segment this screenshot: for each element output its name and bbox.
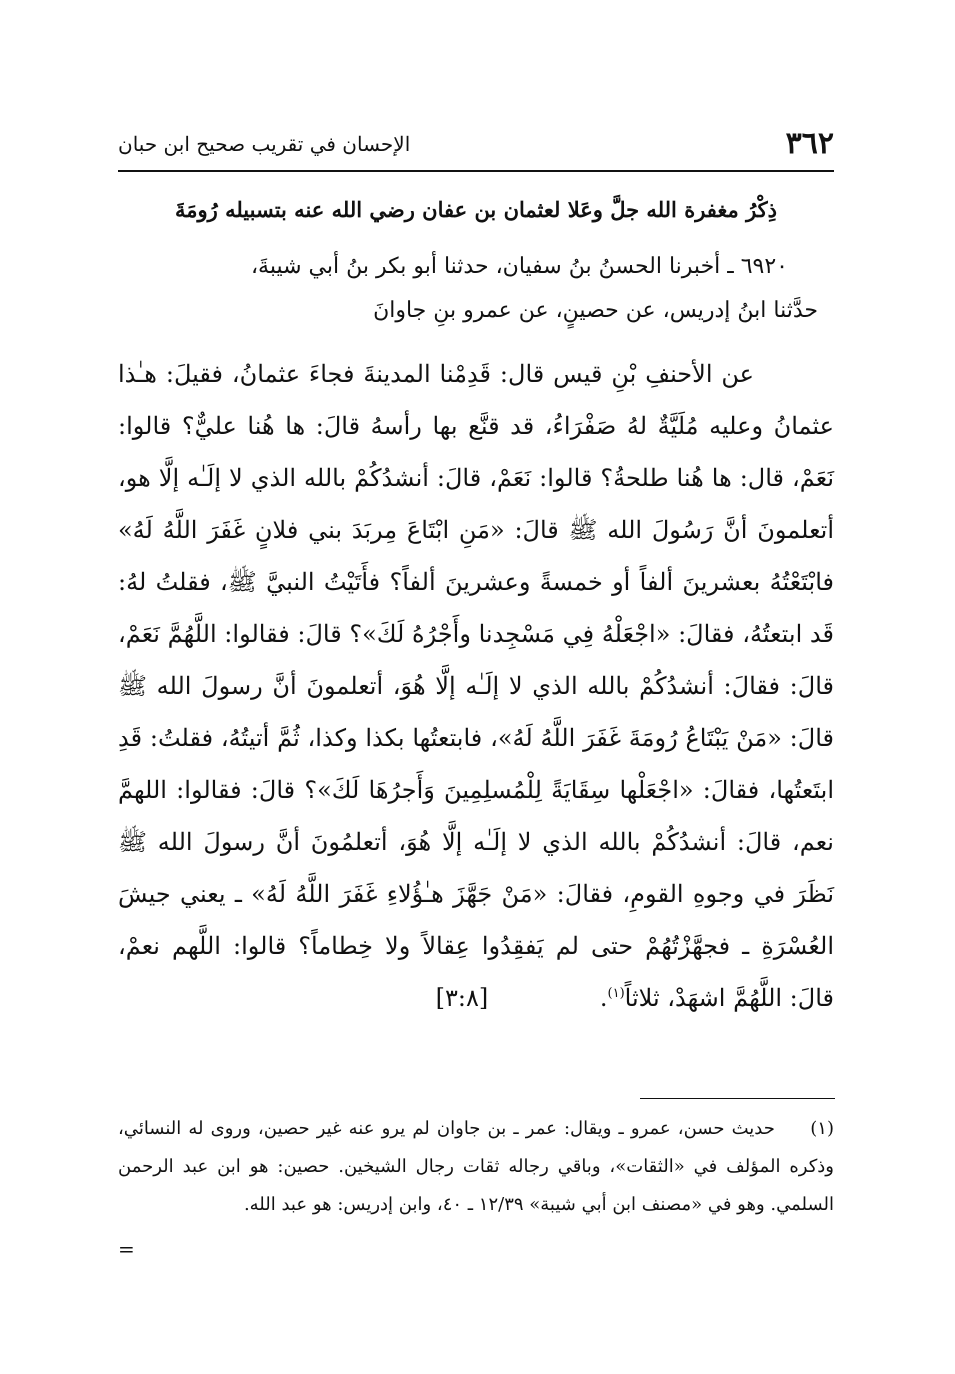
continuation-mark: = — [118, 1237, 135, 1261]
chapter-heading: ذِكْرُ مغفرة الله جلَّ وعَلا لعثمان بن عفان رضي الله عنه بتسبيله رُومَةَ — [174, 197, 778, 222]
isnad-text-1: أخبرنا الحسنُ بنُ سفيان، حدثنا أبو بكر بنُ أبي شيبةَ، — [250, 254, 721, 279]
matn-paragraph: عن الأحنفِ بْنِ قيس قال: قَدِمْنا المدينةَ فجاءَ عثمانُ، فقيلَ: هـٰذا عثمانُ وعليه مُلَيَّةٌ لهُ صَفْرَاءُ، قد قنَّع بها رأسهُ قالَ: ها هُنا عليٌّ؟ قالوا: نَعَمْ، قال: ها هُنا طلحةُ؟ قالوا: نَعَمْ، قالَ: أنشدُكُمْ بالله الذي لا إلَـٰه إلَّا هو، أتعلمونَ أنَّ رَسُولَ الله ﷺ قالَ: «مَنِ ابْتَاعَ مِربَدَ بني فلانٍ غَفَرَ اللَّهُ لَهُ» فابْتَعْتُهُ بعشرينَ ألفاً أو خمسةً وعشرينَ ألفاً؟ فأَتَيْتُ النبيَّ ﷺ، فقلتُ لهُ: قَد ابتعتُهُ، فقالَ: «اجْعَلْهُ فِي مَسْجِدنا وأَجْرُهُ لَكَ»؟ قالَ: فقالوا: اللَّهُمَّ نَعَمْ، قالَ: فقالَ: أنشدُكُمْ بالله الذي لا إلَـٰه إلَّا هُوَ، أتعلمونَ أنَّ رسولَ الله ﷺ قالَ: «مَنْ يَبْتَاعُ رُومَةَ غَفَرَ اللَّهُ لَهُ»، فابتعتُها بكذا وكذا، ثُمَّ أتيتُهُ، فقلتُ: قَدِ ابتَعتُها، فقالَ: «اجْعَلْها سِقَايَةً لِلْمُسلِمِينَ وَأَجرُهَا لَكَ»؟ قالَ: فقالوا: اللهمَّ نعم، قالَ: أنشدُكُمْ بالله الذي لا إلَـٰه إلَّا هُوَ، أتعلمُونَ أنَّ رسولَ الله ﷺ نَظَرَ في وجوهِ القومِ، فقالَ: «مَنْ جَهَّزَ هـٰؤُلاءِ غَفَرَ اللَّهُ لَهُ» ـ يعني جيشَ العُسْرَةِ ـ فجهَّزْتُهُمْ حتى لم يَفقِدُوا عِقالاً ولا خِطاماً؟ قالوا: اللَّهم نعمْ، قالَ: اللَّهُمَّ اشهَدْ، ثلاثاً$^{(١)}$. [٣:٨] — [118, 348, 834, 1024]
footnote-rule — [640, 1098, 835, 1099]
footnote-text: حديث حسن، عمرو ـ ويقال: عمر ـ بن جاوان لم يرو عنه غير حصين، وروى له النسائي، وذكره المؤلف في «الثقات»، وباقي رجاله ثقات رجال الشيخين. حصين: هو ابن عبد الرحمن السلمي. وهو في «مصنف ابن أبي شيبة» ١٢/٣٩ ـ ٤٠، وابن إدريس: هو عبد الله. — [118, 1118, 834, 1215]
header-rule — [118, 170, 834, 172]
hadith-number: ٦٩٢٠ — [740, 254, 788, 279]
footnote-1 — [118, 1110, 834, 1224]
running-title: الإحسان في تقريب صحيح ابن حبان — [118, 132, 411, 156]
hadith-isnad — [118, 245, 818, 333]
matn-text: عن الأحنفِ بْنِ قيس قال: قَدِمْنا المدينةَ فجاءَ عثمانُ، فقيلَ: هـٰذا عثمانُ وعليه مُلَيَّةٌ لهُ صَفْرَاءُ، قد قنَّع بها رأسهُ قالَ: ها هُنا عليٌّ؟ قالوا: نَعَمْ، قال: ها هُنا طلحةُ؟ قالوا: نَعَمْ، قالَ: أنشدُكُمْ بالله الذي لا إلَـٰه إلَّا هو، أتعلمونَ أنَّ رَسُولَ الله ﷺ قالَ: «مَنِ ابْتَاعَ مِربَدَ بني فلانٍ غَفَرَ اللَّهُ لَهُ» فابْتَعْتُهُ بعشرينَ ألفاً أو خمسةً وعشرينَ ألفاً؟ فأَتَيْتُ النبيَّ ﷺ، فقلتُ لهُ: قَد ابتعتُهُ، فقالَ: «اجْعَلْهُ فِي مَسْجِدنا وأَجْرُهُ لَكَ»؟ قالَ: فقالوا: اللَّهُمَّ نَعَمْ، قالَ: فقالَ: أنشدُكُمْ بالله الذي لا إلَـٰه إلَّا هُوَ، أتعلمونَ أنَّ رسولَ الله ﷺ قالَ: «مَنْ يَبْتَاعُ رُومَةَ غَفَرَ اللَّهُ لَهُ»، فابتعتُها بكذا وكذا، ثُمَّ أتيتُهُ، فقلتُ: قَدِ ابتَعتُها، فقالَ: «اجْعَلْها سِقَايَةً لِلْمُسلِمِينَ وَأَجرُهَا لَكَ»؟ قالَ: فقالوا: اللهمَّ نعم، قالَ: أنشدُكُمْ بالله الذي لا إلَـٰه إلَّا هُوَ، أتعلمُونَ أنَّ رسولَ الله ﷺ نَظَرَ في وجوهِ القومِ، فقالَ: «مَنْ جَهَّزَ هـٰؤُلاءِ غَفَرَ اللَّهُ لَهُ» ـ يعني جيشَ العُسْرَةِ ـ فجهَّزْتُهُمْ حتى لم يَفقِدُوا عِقالاً ولا خِطاماً؟ قالوا: اللَّهم نعمْ، قالَ: اللَّهُمَّ اشهَدْ، ثلاثاً — [118, 360, 834, 1012]
cross-reference: [٣:٨] — [435, 984, 489, 1012]
footnotes — [118, 1110, 834, 1224]
page-header — [118, 124, 834, 164]
page-number: ٣٦٢ — [785, 126, 834, 161]
isnad-line-2 — [118, 289, 818, 333]
isnad-text-2: حدَّثنا ابنُ إدريس، عن حصينٍ، عن عمرو بنِ جاوانَ — [373, 298, 818, 323]
hadith-matn — [118, 348, 834, 1024]
footnote-marker: (١) — [810, 1118, 834, 1139]
footnote-reference[interactable]: (١) — [607, 986, 625, 1001]
isnad-line-1: ٦٩٢٠ ـ أخبرنا الحسنُ بنُ سفيان، حدثنا أبو بكر بنُ أبي شيبةَ، — [250, 254, 788, 279]
